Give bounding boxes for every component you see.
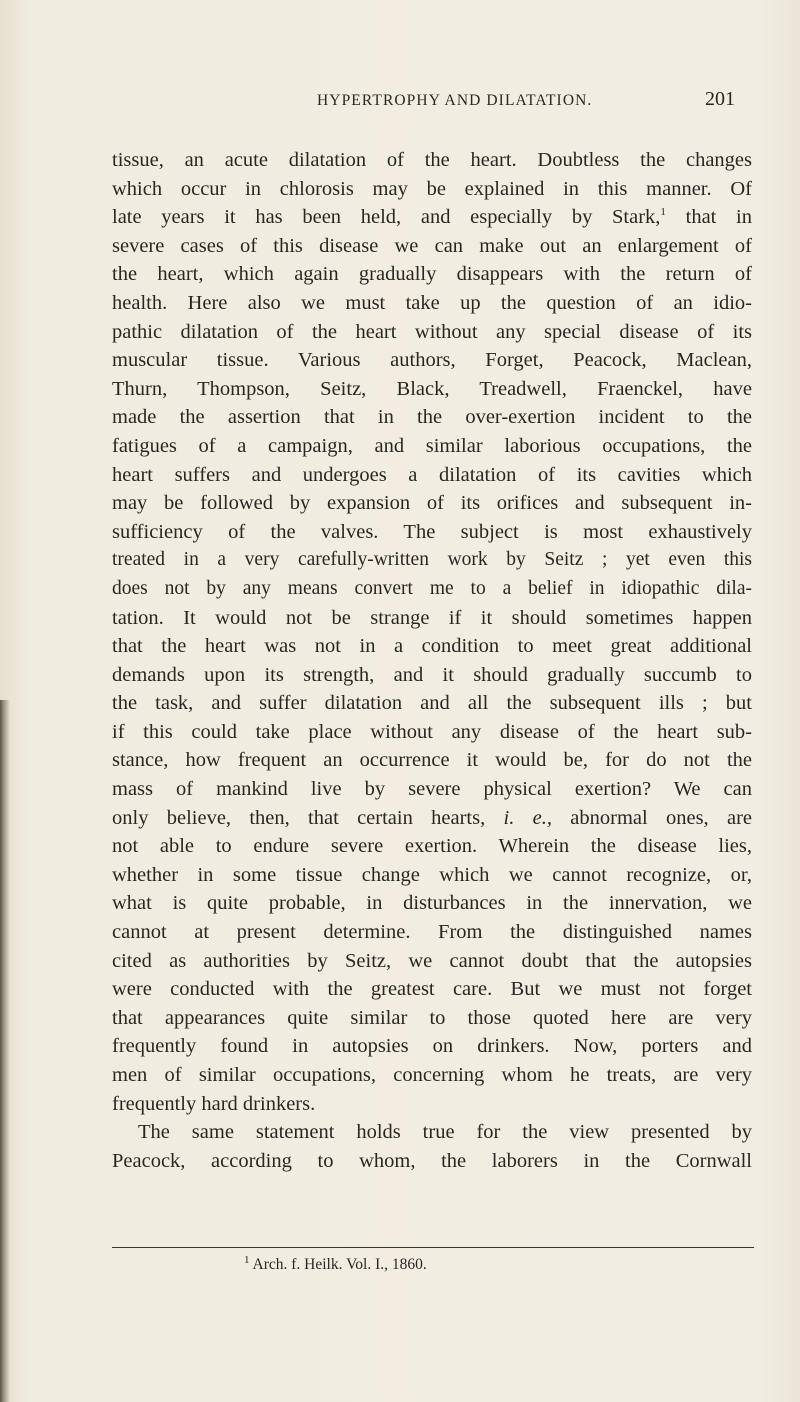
text-line: cannot at present determine. From the distinguished names xyxy=(112,921,752,944)
text-line: frequently hard drinkers. xyxy=(112,1092,316,1115)
text-line: tation. It would not be strange if it should sometimes happen xyxy=(112,606,752,629)
text-line: not able to endure severe exertion. Wherein the disease lies, xyxy=(112,835,752,858)
text-line: that the heart was not in a condition to meet great additional xyxy=(112,635,752,658)
text-line xyxy=(112,203,752,232)
text-line-italic: i. e., xyxy=(503,806,552,829)
text-line: demands upon its strength, and it should gradually succumb to xyxy=(112,663,752,686)
text-line-part: abnormal ones, are xyxy=(551,806,752,829)
text-line: whether in some tissue change which we cannot recognize, or, xyxy=(112,863,752,886)
text-line: frequently found in autopsies on drinkers. Now, porters and xyxy=(112,1035,752,1058)
text-line: cited as authorities by Seitz, we cannot doubt that the autopsies xyxy=(112,949,752,972)
text-line: sufficiency of the valves. The subject is most exhaustively xyxy=(112,520,752,543)
text-line: which occur in chlorosis may be explained in this manner. Of xyxy=(112,177,752,200)
footnote-text: Arch. f. Heilk. Vol. I., 1860. xyxy=(249,1256,427,1273)
text-line: The same statement holds true for the view presented by xyxy=(138,1121,752,1144)
text-line: does not by any means convert me to a belief in idiopathic dila- xyxy=(112,577,752,599)
text-line: treated in a very carefully-written work by Seitz ; yet even this xyxy=(112,549,752,571)
text-line: heart suffers and undergoes a dilatation of its cavities which xyxy=(112,463,752,486)
running-head: HYPERTROPHY AND DILATATION. xyxy=(317,92,593,109)
text-line-part: only believe, then, that certain hearts, xyxy=(112,806,486,829)
text-line: may be followed by expansion of its orifices and subsequent in- xyxy=(112,492,752,515)
text-line: the heart, which again gradually disappears with the return of xyxy=(112,263,752,286)
text-line: pathic dilatation of the heart without any special disease of its xyxy=(112,320,752,343)
text-line: stance, how frequent an occurrence it would be, for do not the xyxy=(112,749,752,772)
text-line: Peacock, according to whom, the laborers in the Cornwall xyxy=(112,1149,752,1172)
text-line: tissue, an acute dilatation of the heart. Doubtless the changes xyxy=(112,149,752,171)
text-line: men of similar occupations, concerning whom he treats, are very xyxy=(112,1064,752,1086)
footnote-marker: 1 xyxy=(244,1253,250,1266)
text-line: the task, and suffer dilatation and all the subsequent ills ; but xyxy=(112,692,752,715)
text-line: if this could take place without any disease of the heart sub- xyxy=(112,720,752,743)
text-line: mass of mankind live by severe physical exertion? We can xyxy=(112,778,752,801)
text-line: severe cases of this disease we can make out an enlargement of xyxy=(112,234,752,257)
text-line: muscular tissue. Various authors, Forget, Peacock, Maclean, xyxy=(112,349,752,372)
page-number: 201 xyxy=(705,88,735,110)
page-edge-shadow xyxy=(0,700,10,1402)
text-line: that appearances quite similar to those quoted here are very xyxy=(112,1006,752,1029)
footnote xyxy=(244,1253,427,1274)
footnote-divider xyxy=(112,1247,754,1248)
text-line-part: that in xyxy=(665,206,752,229)
text-line: Thurn, Thompson, Seitz, Black, Treadwell, Fraenckel, have xyxy=(112,377,752,400)
body-text xyxy=(112,146,752,1175)
text-line: made the assertion that in the over-exertion incident to the xyxy=(112,406,752,429)
text-line: were conducted with the greatest care. But we must not forget xyxy=(112,978,752,1001)
text-line xyxy=(112,804,752,833)
footnote-reference: 1 xyxy=(660,206,666,219)
text-line: health. Here also we must take up the question of an idio- xyxy=(112,291,752,314)
text-line: fatigues of a campaign, and similar laborious occupations, the xyxy=(112,434,752,457)
text-line-part: late years it has been held, and especially by Stark, xyxy=(112,206,661,229)
page-header xyxy=(0,88,800,118)
text-line: what is quite probable, in disturbances in the innervation, we xyxy=(112,892,752,915)
